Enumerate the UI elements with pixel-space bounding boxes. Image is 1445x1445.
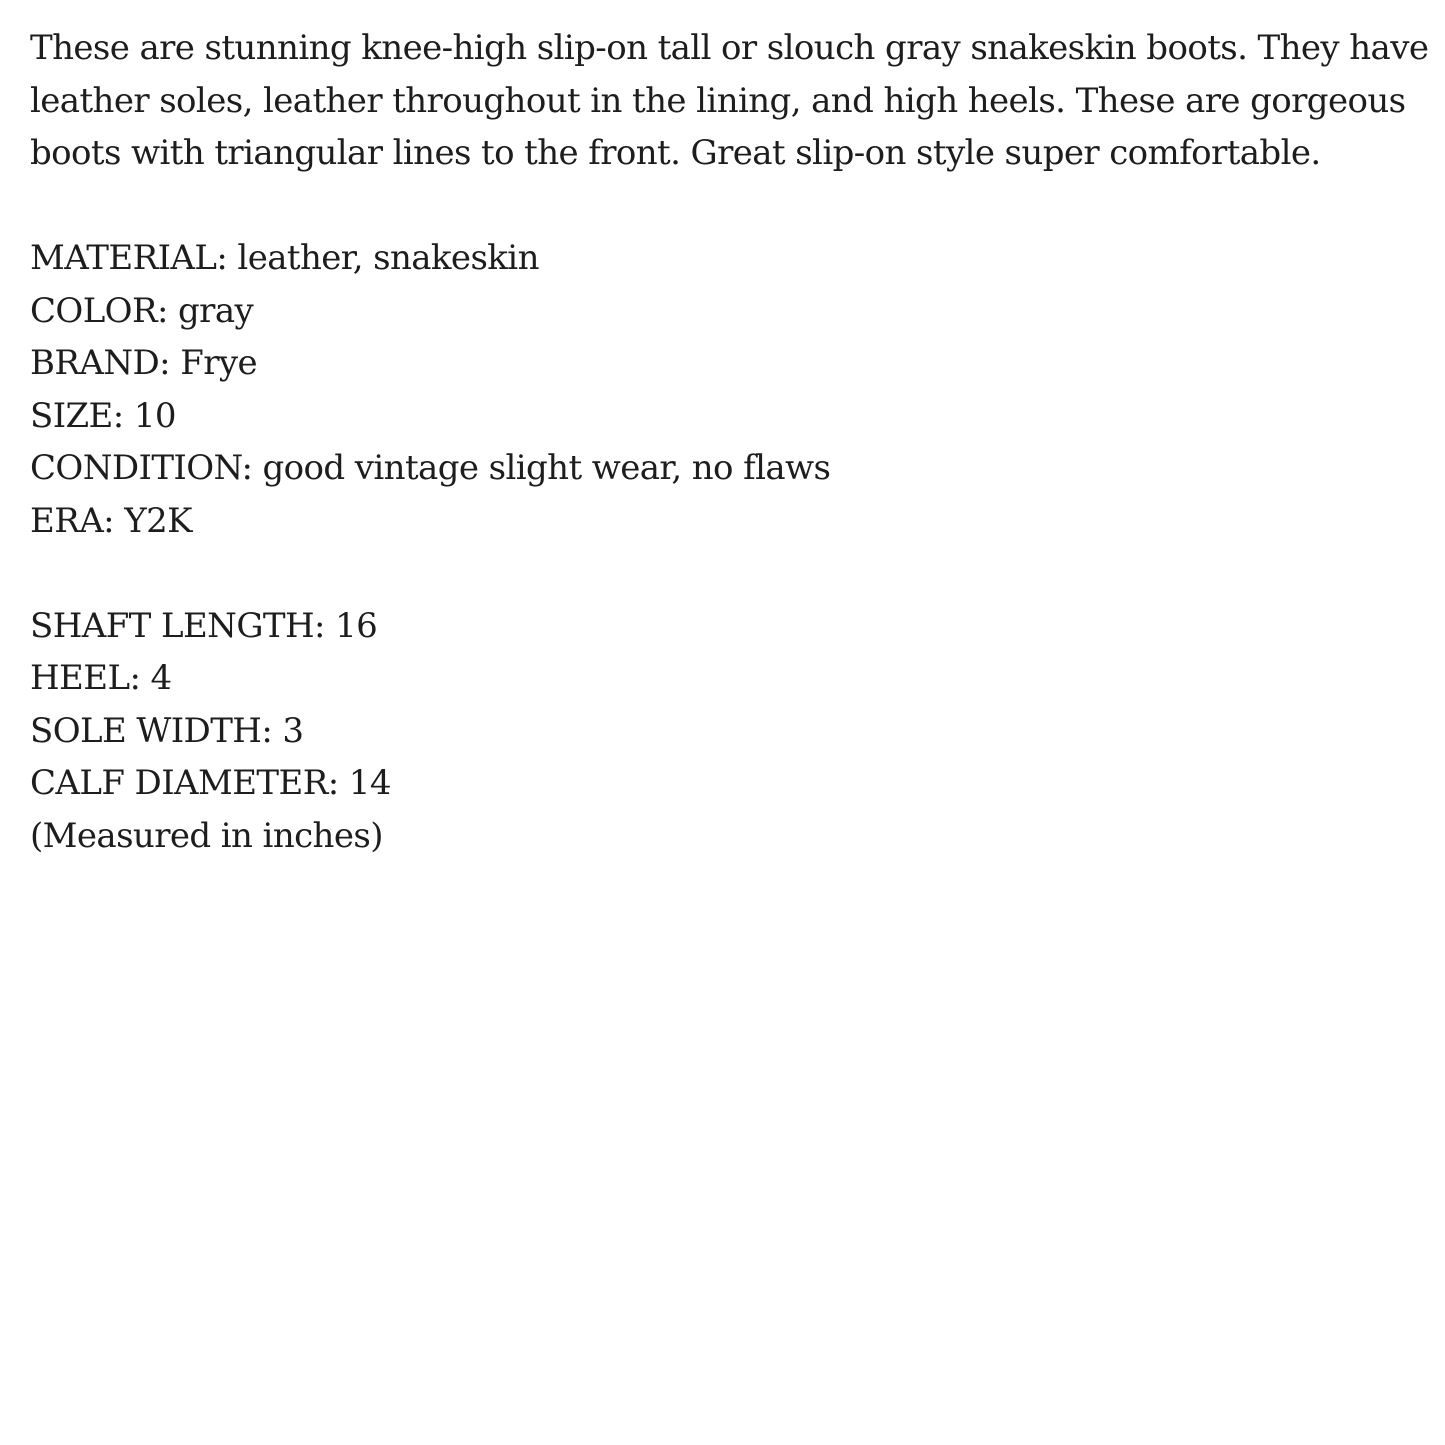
detail-color: COLOR: gray xyxy=(30,290,254,331)
detail-size: SIZE: 10 xyxy=(30,395,176,436)
measurement-calf-diameter: CALF DIAMETER: 14 xyxy=(30,763,391,803)
description-line: leather soles, leather throughout in the lining, and high heels. These are gorgeous xyxy=(30,80,1406,121)
paragraph-gap xyxy=(30,547,1430,600)
measurement-heel: HEEL: 4 xyxy=(30,658,172,698)
detail-era: ERA: Y2K xyxy=(30,500,192,541)
measurement-shaft-length: SHAFT LENGTH: 16 xyxy=(30,605,378,646)
listing-document xyxy=(30,22,1430,862)
detail-material: MATERIAL: leather, snakeskin xyxy=(30,238,539,278)
description-paragraph xyxy=(30,22,1430,180)
paragraph-gap xyxy=(30,180,1430,233)
description-line: These are stunning knee-high slip-on tall or slouch gray snakeskin boots. They have xyxy=(30,28,1429,68)
detail-condition: CONDITION: good vintage slight wear, no flaws xyxy=(30,448,831,488)
details-list xyxy=(30,232,1430,547)
measurement-sole-width: SOLE WIDTH: 3 xyxy=(30,710,304,751)
detail-brand: BRAND: Frye xyxy=(30,343,257,383)
measurements-list xyxy=(30,600,1430,863)
measurement-unit-note: (Measured in inches) xyxy=(30,815,383,856)
description-line: boots with triangular lines to the front. Great slip-on style super comfortable. xyxy=(30,133,1321,173)
